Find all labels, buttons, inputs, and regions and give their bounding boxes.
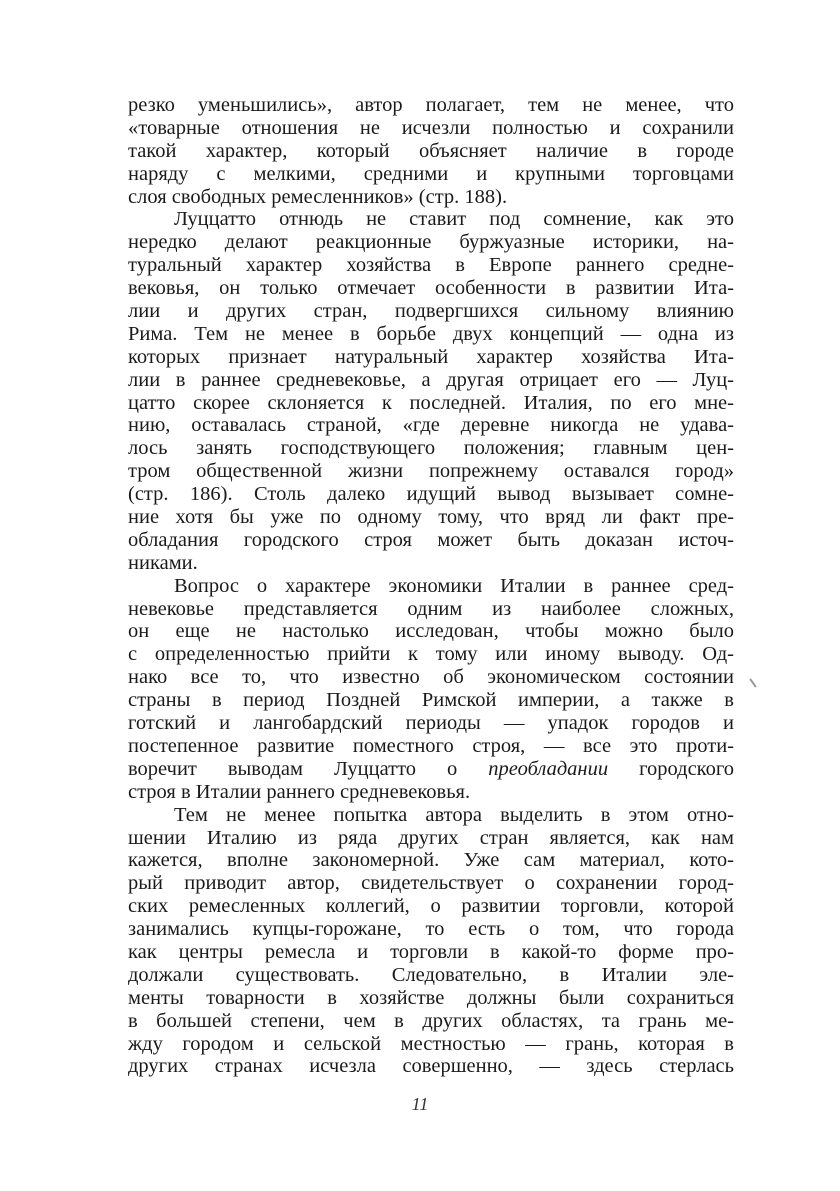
text-line: кажется, вполне закономерной. Уже сам материал, кото- (128, 849, 734, 872)
text-line: строя в Италии раннего средневековья. (128, 780, 471, 803)
text-line: Рима. Тем не менее в борьбе двух концепций — одна из (128, 322, 734, 345)
emphasized-word: преобладании (488, 757, 609, 780)
text-line: с определенностью прийти к тому или иному выводу. Од- (128, 643, 734, 666)
text-line: такой характер, который объясняет наличие в городе (128, 139, 734, 162)
text-line: постепенное развитие поместного строя, — все это проти- (128, 734, 734, 757)
text-line: занимались купцы-горожане, то есть о том, что города (128, 918, 734, 941)
paragraph-start-line: Луццатто отнюдь не ставит под сомнение, как это (174, 208, 734, 231)
text-segment: воречит выводам Луццатто о (128, 757, 458, 780)
text-line-with-emphasis (128, 758, 734, 781)
text-line: (стр. 186). Столь далеко идущий вывод вызывает сомне- (128, 483, 734, 506)
text-line: страны в период Поздней Римской империи, а также в (128, 689, 734, 712)
text-line: ских ремесленных коллегий, о развитии торговли, которой (128, 895, 734, 918)
text-line: «товарные отношения не исчезли полностью и сохранили (128, 116, 734, 139)
text-line: должали существовать. Следовательно, в Италии эле- (128, 963, 734, 986)
text-line: как центры ремесла и торговли в какой-то форме про- (128, 940, 734, 963)
text-line: которых признает натуральный характер хозяйства Ита- (128, 345, 734, 368)
text-line: невековье представляется одним из наиболее сложных, (128, 597, 734, 620)
text-line: обладания городского строя может быть доказан источ- (128, 528, 734, 551)
body-text (128, 94, 734, 1078)
text-line: ние хотя бы уже по одному тому, что вряд ли факт пре- (128, 506, 734, 529)
text-line: слоя свободных ремесленников» (стр. 188). (128, 185, 508, 208)
text-segment: городского (639, 757, 734, 780)
text-line: нию, оставалась страной, «где деревне никогда не удава- (128, 414, 734, 437)
text-line: резко уменьшились», автор полагает, тем не менее, что (128, 94, 734, 116)
paragraph-start-line: Вопрос о характере экономики Италии в раннее сред- (174, 574, 734, 597)
text-line: жду городом и сельской местностью — грань, которая в (128, 1032, 734, 1055)
text-line: он еще не настолько исследован, чтобы можно было (128, 620, 734, 643)
text-line: других странах исчезла совершенно, — здесь стерлась (128, 1055, 734, 1078)
text-line: цатто скорее склоняется к последней. Италия, по его мне- (128, 391, 734, 414)
text-line: вековья, он только отмечает особенности в развитии Ита- (128, 277, 734, 300)
text-line: рый приводит автор, свидетельствует о сохранении город- (128, 872, 734, 895)
text-line: нако все то, что известно об экономическом состоянии (128, 666, 734, 689)
text-line: туральный характер хозяйства в Европе раннего средне- (128, 254, 734, 277)
text-line: в большей степени, чем в других областях, та грань ме- (128, 1009, 734, 1032)
text-line: лии и других стран, подвергшихся сильному влиянию (128, 300, 734, 323)
paragraph-start-line: Тем не менее попытка автора выделить в этом отно- (174, 803, 734, 826)
text-line: лии в раннее средневековье, а другая отрицает его — Луц- (128, 368, 734, 391)
margin-mark (749, 678, 756, 687)
text-line: нередко делают реакционные буржуазные историки, на- (128, 231, 734, 254)
text-line: лось занять господствующего положения; главным цен- (128, 437, 734, 460)
text-line: менты товарности в хозяйстве должны были сохраниться (128, 986, 734, 1009)
page-number: 11 (411, 1094, 429, 1114)
text-line: шении Италию из ряда других стран является, как нам (128, 826, 734, 849)
text-line: наряду с мелкими, средними и крупными торговцами (128, 162, 734, 185)
text-line: готский и лангобардский периоды — упадок городов и (128, 712, 734, 735)
text-line: тром общественной жизни попрежнему оставался город» (128, 460, 734, 483)
text-line: никами. (128, 551, 198, 574)
